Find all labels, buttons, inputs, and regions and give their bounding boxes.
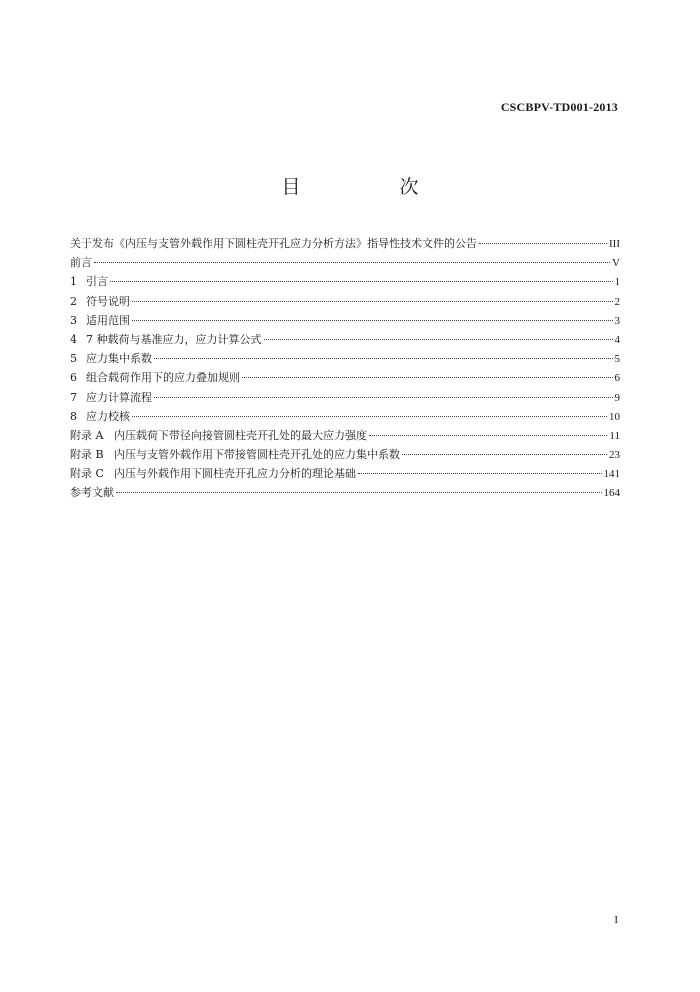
toc-leader-dots: [242, 376, 613, 378]
toc-entry[interactable]: [70, 349, 620, 368]
toc-entry-label: 内压载荷下带径向接管圆柱壳开孔处的最大应力强度: [114, 428, 367, 442]
toc-entry-page: 23: [609, 449, 620, 462]
toc-leader-dots: [264, 338, 613, 340]
toc-entry-label: 内压与外载作用下圆柱壳开孔应力分析的理论基础: [114, 467, 356, 481]
toc-entry-number: 1: [70, 275, 77, 289]
toc-entry[interactable]: [70, 388, 620, 407]
toc-entry-number: 3: [70, 313, 77, 327]
toc-entry-page: 5: [614, 353, 620, 366]
toc-entry-label: 符号说明: [86, 294, 130, 308]
toc-entry-page: 10: [609, 410, 620, 423]
toc-entry[interactable]: [70, 426, 620, 445]
toc-entry-number: 附录 C: [70, 467, 104, 481]
toc-leader-dots: [116, 491, 602, 493]
toc-entry[interactable]: [70, 445, 620, 464]
toc-leader-dots: [110, 280, 613, 282]
toc-entry-page: 6: [614, 372, 620, 385]
toc-leader-dots: [154, 396, 613, 398]
toc-leader-dots: [132, 319, 613, 321]
toc-entry-number: 附录 B: [70, 448, 104, 462]
toc-entry-page: 141: [603, 468, 620, 481]
toc-entry-page: III: [609, 238, 620, 250]
document-code: CSCBPV-TD001-2013: [500, 100, 618, 114]
table-of-contents: [70, 234, 620, 503]
page-number: I: [614, 914, 618, 926]
toc-leader-dots: [479, 242, 607, 244]
toc-leader-dots: [154, 357, 613, 359]
toc-entry-label: 应力集中系数: [86, 352, 152, 366]
toc-entry-number: 6: [70, 371, 77, 385]
toc-entry-page: 11: [609, 429, 620, 442]
toc-entry-page: V: [612, 257, 620, 270]
toc-entry[interactable]: [70, 483, 620, 502]
toc-entry[interactable]: [70, 234, 620, 253]
toc-entry-label: 组合载荷作用下的应力叠加规则: [86, 371, 240, 385]
toc-entry-page: 9: [614, 391, 620, 404]
toc-entry[interactable]: [70, 272, 620, 291]
toc-entry-label: 应力计算流程: [86, 390, 152, 404]
toc-entry-label: 关于发布《内压与支管外载作用下圆柱壳开孔应力分析方法》指导性技术文件的公告: [70, 237, 477, 250]
toc-entry-label: 引言: [86, 275, 108, 289]
toc-entry-label: 应力校核: [86, 409, 130, 423]
toc-entry-number: 8: [70, 409, 77, 423]
toc-leader-dots: [132, 415, 607, 417]
toc-entry-page: 4: [614, 333, 620, 346]
toc-entry[interactable]: [70, 292, 620, 311]
toc-leader-dots: [358, 472, 602, 474]
toc-entry-number: 7: [70, 390, 77, 404]
toc-entry-label: 参考文献: [70, 486, 114, 500]
toc-entry-label: 适用范围: [86, 313, 130, 327]
toc-leader-dots: [402, 453, 607, 455]
toc-entry-page: 164: [603, 487, 620, 500]
toc-entry[interactable]: [70, 368, 620, 387]
page-title: 目 次: [281, 176, 459, 198]
toc-entry-label: 前言: [70, 256, 92, 270]
toc-leader-dots: [94, 261, 610, 263]
toc-entry-label: 7 种载荷与基准应力，应力计算公式: [86, 332, 262, 346]
toc-entry[interactable]: [70, 464, 620, 483]
toc-entry-page: 3: [614, 314, 620, 327]
toc-entry[interactable]: [70, 253, 620, 272]
toc-leader-dots: [132, 300, 613, 302]
toc-entry-page: 1: [614, 276, 620, 289]
toc-entry-page: 2: [614, 295, 620, 308]
toc-entry-number: 5: [70, 352, 77, 366]
toc-entry-number: 2: [70, 294, 77, 308]
toc-leader-dots: [369, 434, 607, 436]
toc-entry-label: 内压与支管外载作用下带接管圆柱壳开孔处的应力集中系数: [114, 448, 400, 462]
toc-entry[interactable]: [70, 407, 620, 426]
toc-entry[interactable]: [70, 311, 620, 330]
toc-entry[interactable]: [70, 330, 620, 349]
toc-entry-number: 附录 A: [70, 428, 104, 442]
toc-entry-number: 4: [70, 332, 77, 346]
